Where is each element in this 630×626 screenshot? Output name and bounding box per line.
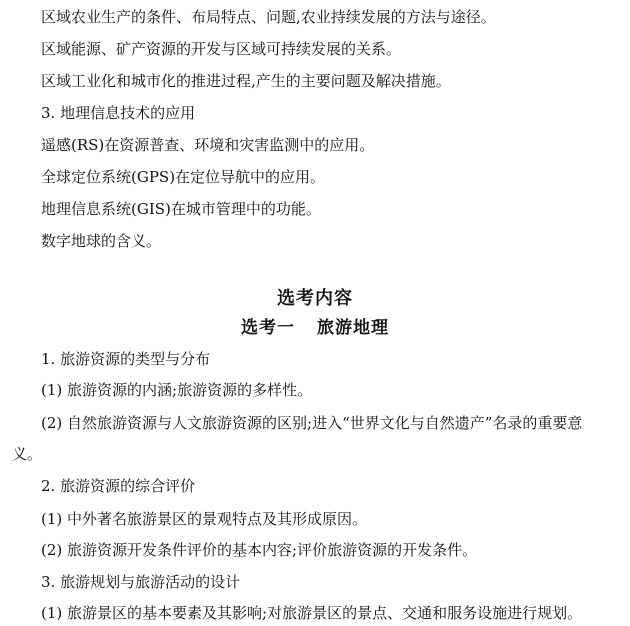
section-heading: 3. 旅游规划与旅游活动的设计 (41, 573, 241, 591)
section-heading: 1. 旅游资源的类型与分布 (41, 350, 211, 368)
text-line: 遥感(RS)在资源普查、环境和灾害监测中的应用。 (41, 136, 375, 154)
text-line: 地理信息系统(GIS)在城市管理中的功能。 (41, 200, 321, 218)
text-line: 数字地球的含义。 (41, 232, 162, 250)
text-line: 义。 (12, 445, 43, 463)
text-line: (2) 自然旅游资源与人文旅游资源的区别;进入“世界文化与自然遗产”名录的重要意 (41, 414, 583, 432)
subtitle-part: 旅游地理 (317, 318, 389, 338)
text-line: (1) 旅游景区的基本要素及其影响;对旅游景区的景点、交通和服务设施进行规划。 (41, 604, 583, 622)
text-line: 区域农业生产的条件、布局特点、问题,农业持续发展的方法与途径。 (41, 8, 496, 26)
page-title: 选考内容 (277, 288, 353, 309)
subtitle-part: 选考一 (241, 318, 295, 338)
page-subtitle (0, 317, 630, 339)
text-line: 全球定位系统(GPS)在定位导航中的应用。 (41, 168, 326, 186)
text-line: 区域能源、矿产资源的开发与区域可持续发展的关系。 (41, 40, 402, 58)
text-line: 区域工业化和城市化的推进过程,产生的主要问题及解决措施。 (41, 72, 451, 90)
text-line: (1) 旅游资源的内涵;旅游资源的多样性。 (41, 381, 313, 399)
section-heading: 2. 旅游资源的综合评价 (41, 477, 196, 495)
text-line: (2) 旅游资源开发条件评价的基本内容;评价旅游资源的开发条件。 (41, 541, 478, 559)
text-line: (1) 中外著名旅游景区的景观特点及其形成原因。 (41, 510, 368, 528)
section-heading: 3. 地理信息技术的应用 (41, 104, 196, 122)
